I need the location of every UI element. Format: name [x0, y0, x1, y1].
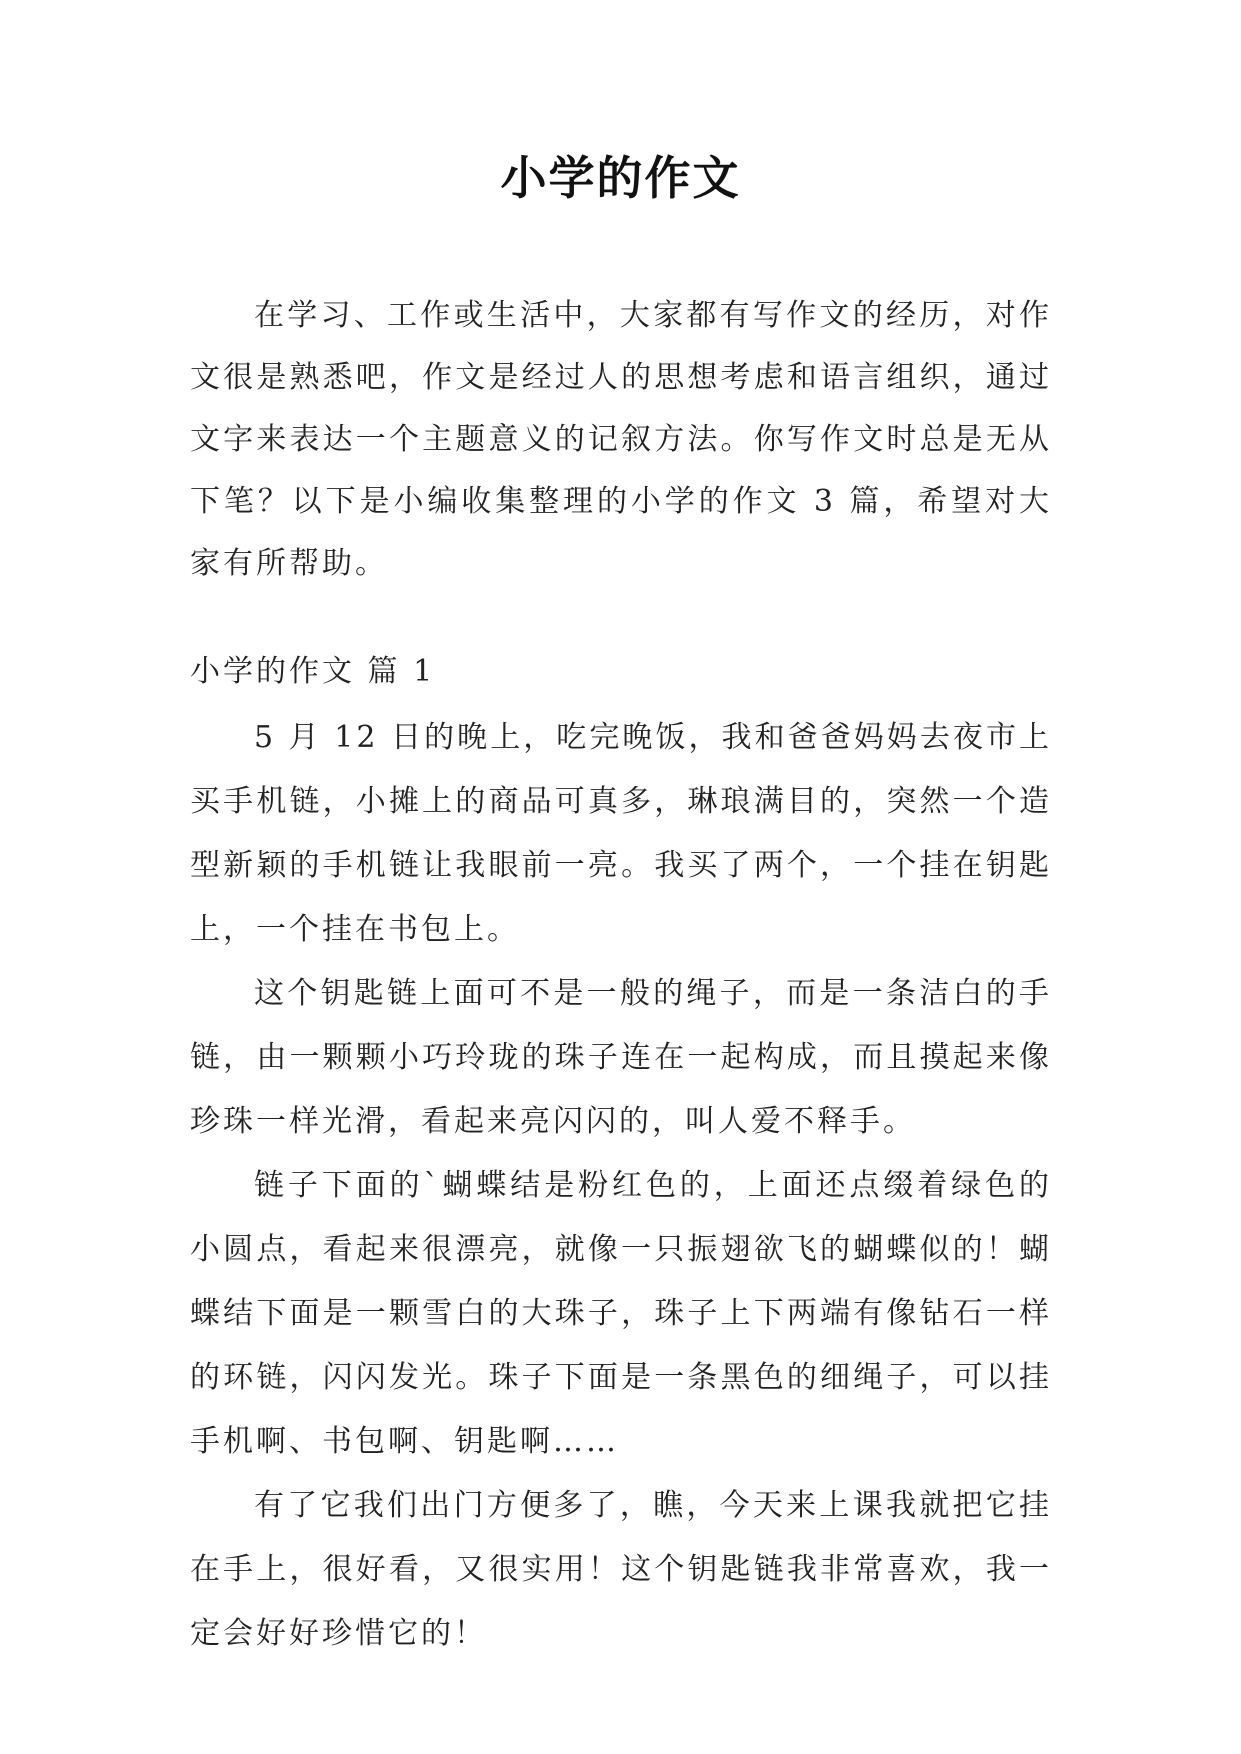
- intro-paragraph: 在学习、工作或生活中，大家都有写作文的经历，对作文很是熟悉吧，作文是经过人的思想考虑和语言组织，通过文字来表达一个主题意义的记叙方法。你写作文时总是无从下笔？以下是小编收集整理的小学的作文 3 篇，希望对大家有所帮助。: [190, 298, 1052, 581]
- intro-block: [190, 285, 1052, 595]
- essay-section-1: [190, 640, 1052, 1666]
- essay-paragraph-3: 链子下面的`蝴蝶结是粉红色的，上面还点缀着绿色的小圆点，看起来很漂亮，就像一只振翅欲飞的蝴蝶似的！蝴蝶结下面是一颗雪白的大珠子，珠子上下两端有像钻石一样的环链，闪闪发光。珠子下面是一条黑色的细绳子，可以挂手机啊、书包啊、钥匙啊……: [190, 1168, 1052, 1459]
- document-title: 小学的作文: [500, 151, 741, 205]
- section-title: 小学的作文 篇 1: [190, 654, 436, 689]
- essay-paragraph-1: 5 月 12 日的晚上，吃完晚饭，我和爸爸妈妈去夜市上买手机链，小摊上的商品可真多，琳琅满目的，突然一个造型新颖的手机链让我眼前一亮。我买了两个，一个挂在钥匙上，一个挂在书包上。: [190, 720, 1052, 947]
- essay-paragraph-4: 有了它我们出门方便多了，瞧，今天来上课我就把它挂在手上，很好看，又很实用！这个钥匙链我非常喜欢，我一定会好好珍惜它的！: [190, 1488, 1052, 1651]
- essay-paragraph-2: 这个钥匙链上面可不是一般的绳子，而是一条洁白的手链，由一颗颗小巧玲珑的珠子连在一起构成，而且摸起来像珍珠一样光滑，看起来亮闪闪的，叫人爱不释手。: [190, 976, 1052, 1139]
